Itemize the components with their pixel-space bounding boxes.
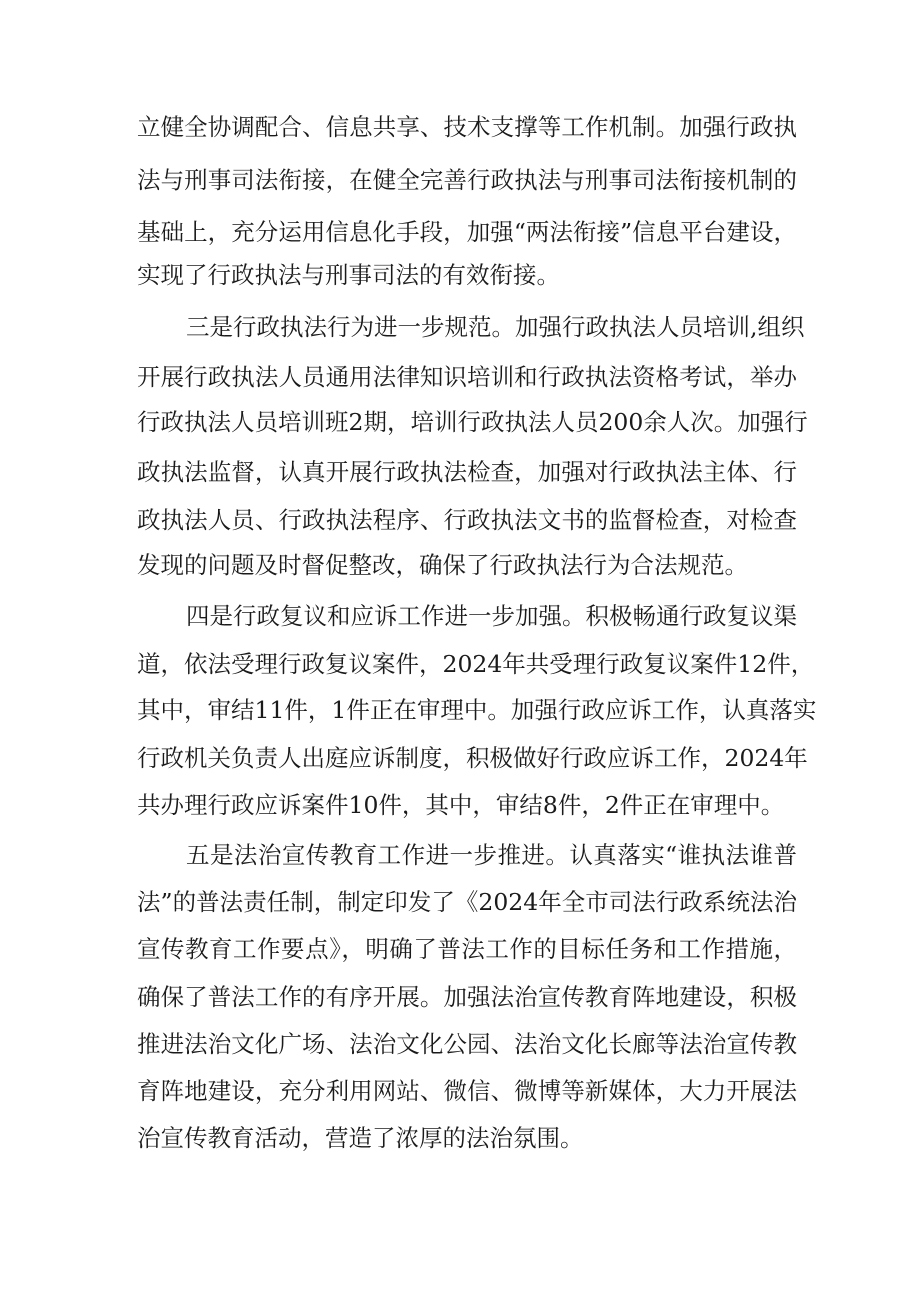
paragraph-line: 行政执法人员培训班2期，培训行政执法人员200余人次。加强行 (137, 408, 808, 436)
paragraph-line: 共办理行政应诉案件10件，其中，审结8件，2件正在审理中。 (137, 791, 785, 819)
paragraph-line: 基础上，充分运用信息化手段，加强“两法衔接”信息平台建设， (137, 218, 797, 246)
paragraph-line: 行政机关负责人出庭应诉制度，积极做好行政应诉工作，2024年 (137, 744, 808, 772)
paragraph-line: 宣传教育工作要点》，明确了普法工作的目标任务和工作措施， (137, 935, 797, 963)
paragraph-line: 开展行政执法人员通用法律知识培训和行政执法资格考试，举办 (137, 363, 797, 391)
paragraph-line: 法”的普法责任制，制定印发了《2024年全市司法行政系统法治 (137, 888, 797, 916)
paragraph-first-line: 三是行政执法行为进一步规范。加强行政执法人员培训,组织 (186, 313, 805, 341)
paragraph-line: 实现了行政执法与刑事司法的有效衔接。 (137, 261, 560, 289)
paragraph-line: 政执法人员、行政执法程序、行政执法文书的监督检查，对检查 (137, 506, 797, 534)
paragraph-line: 确保了普法工作的有序开展。加强法治宣传教育阵地建设，积极 (137, 983, 797, 1011)
paragraph-line: 其中，审结11件，1件正在审理中。加强行政应诉工作，认真落实 (137, 696, 817, 724)
paragraph-line: 政执法监督，认真开展行政执法检查，加强对行政执法主体、行 (137, 458, 797, 486)
paragraph-line: 治宣传教育活动，营造了浓厚的法治氛围。 (137, 1124, 584, 1152)
paragraph-line: 育阵地建设，充分利用网站、微信、微博等新媒体，大力开展法 (137, 1077, 797, 1105)
paragraph-line: 发现的问题及时督促整改，确保了行政执法行为合法规范。 (137, 551, 748, 579)
paragraph-line: 推进法治文化广场、法治文化公园、法治文化长廊等法治宣传教 (137, 1030, 797, 1058)
paragraph-line: 立健全协调配合、信息共享、技术支撑等工作机制。加强行政执 (137, 113, 797, 141)
paragraph-line: 法与刑事司法衔接，在健全完善行政执法与刑事司法衔接机制的 (137, 166, 797, 194)
paragraph-first-line: 四是行政复议和应诉工作进一步加强。积极畅通行政复议渠 (186, 602, 797, 630)
paragraph-line: 道，依法受理行政复议案件，2024年共受理行政复议案件12件， (137, 650, 815, 678)
paragraph-first-line: 五是法治宣传教育工作进一步推进。认真落实“谁执法谁普 (186, 841, 797, 869)
